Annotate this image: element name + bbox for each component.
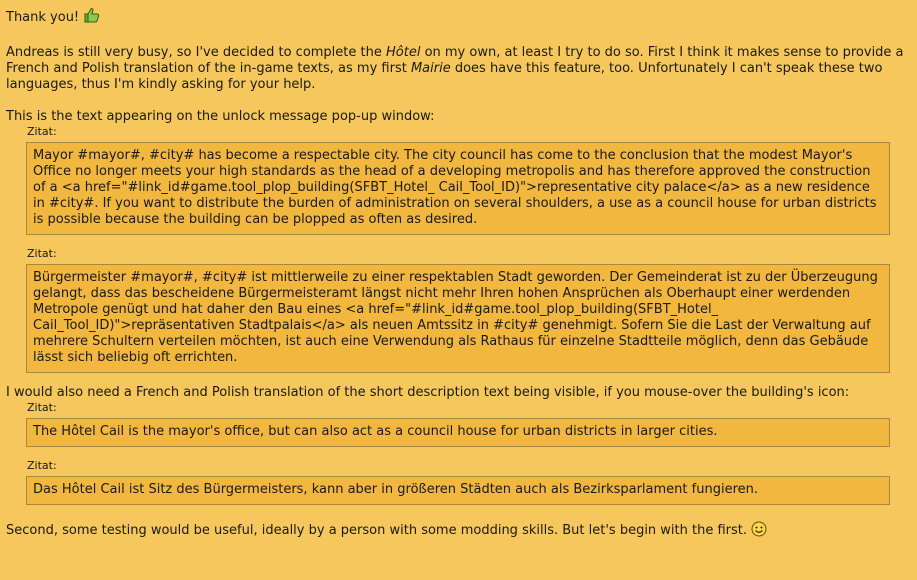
quote-text: Bürgermeister #mayor#, #city# ist mittlerweile zu einer respektablen Stadt geworden. Der Gemeinderat ist zu der Überzeugung gelangt, dass das bescheidene Bürgermeisteramt längst nicht mehr Ihren hohen Ansprüchen als Oberhaupt einer werdenden Metropole genügt und hat daher den Bau eines <a href="#link_id#game.tool_plop_building(SFBT_Hotel_ Cail_Tool_ID)">repräsentativen Stadtpalais</a> als neuen Amtssitz in #city# genehmigt. Sofern Sie die Last der Verwaltung auf mehrere Schultern verteilen möchten, ist auch eine Verwendung als Rathaus für einzelne Stadtteile möglich, denn das Gebäude lässt sich beliebig oft errichten.	[26, 264, 890, 373]
quote-block-german-description	[26, 459, 890, 505]
intro-part-e: does have this feature, too. Unfortunately I can't speak these two languages, thus I'm kindly asking for your help.	[6, 61, 883, 92]
greeting-text: Thank you!	[6, 10, 80, 25]
quote-block-english-description	[26, 401, 890, 447]
intro-part-c: on my own, at least I try to do so. First I think it makes sense to provide a French and Polish translation of the in-game texts, as my first	[6, 45, 904, 76]
quote-block-english-unlock	[26, 125, 890, 235]
quote-label: Zitat:	[27, 401, 57, 414]
quote-text: The Hôtel Cail is the mayor's office, but can also act as a council house for urban districts in larger cities.	[26, 418, 890, 447]
greeting-line	[6, 6, 911, 29]
unlock-message-intro: This is the text appearing on the unlock message pop-up window:	[6, 109, 435, 124]
smiley-icon	[751, 521, 767, 542]
quote-block-german-unlock	[26, 247, 890, 373]
forum-post	[6, 6, 911, 542]
intro-paragraph	[6, 45, 911, 93]
mairie-emphasis: Mairie	[410, 61, 451, 76]
quote-text: Das Hôtel Cail ist Sitz des Bürgermeisters, kann aber in größeren Städten auch als Bezirksparlament fungieren.	[26, 476, 890, 505]
quote-label: Zitat:	[27, 459, 57, 472]
description-intro: I would also need a French and Polish translation of the short description text being visible, if you mouse-over the building's icon:	[6, 385, 850, 400]
quote-text: Mayor #mayor#, #city# has become a respectable city. The city council has come to the conclusion that the modest Mayor's Office no longer meets your high standards as the head of a developing metropolis and has therefore approved the construction of a <a href="#link_id#game.tool_plop_building(SFBT_Hotel_ Cail_Tool_ID)">representative city palace</a> as a new residence in #city#. If you want to distribute the burden of administration on several shoulders, a use as a council house for urban districts is possible because the building can be plopped as often as desired.	[26, 142, 890, 235]
intro-part-a: Andreas is still very busy, so I've decided to complete the	[6, 45, 386, 60]
quote-label: Zitat:	[27, 125, 57, 138]
closing-text: Second, some testing would be useful, ideally by a person with some modding skills. But let's begin with the first.	[6, 523, 748, 538]
hotel-emphasis: Hôtel	[386, 45, 421, 60]
closing-line	[6, 521, 911, 542]
thumbs-up-icon	[83, 6, 101, 29]
quote-label: Zitat:	[27, 247, 57, 260]
